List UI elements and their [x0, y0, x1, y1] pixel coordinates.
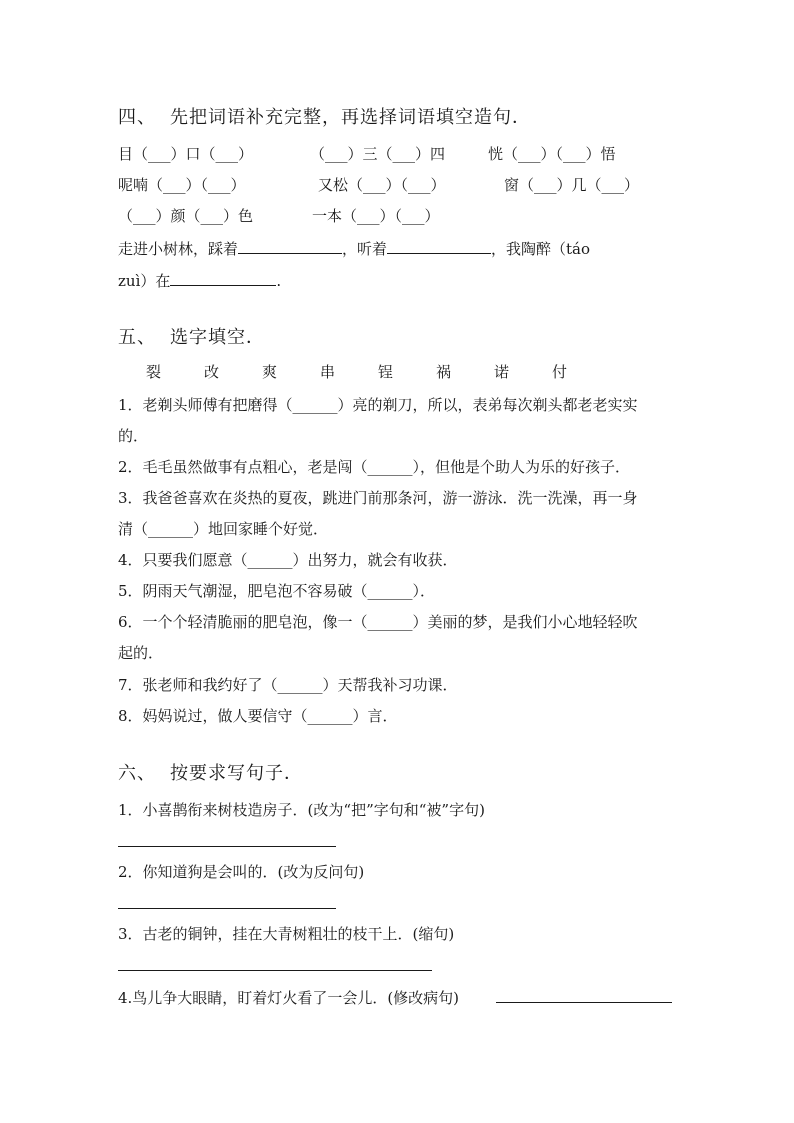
- sentence-text: zuì）在: [118, 272, 171, 290]
- question-line: 6．一个个轻清脆丽的肥皂泡，像一（______）美丽的梦，是我们小心地轻轻吹: [118, 613, 638, 631]
- sentence-text: .: [276, 272, 282, 290]
- word-blank: （___）颜（___）色: [118, 207, 254, 225]
- char-option: 改: [204, 363, 220, 381]
- answer-line[interactable]: [118, 908, 336, 909]
- char-option: 诺: [494, 363, 510, 381]
- question-line: [118, 988, 459, 1008]
- char-option: 锃: [378, 363, 394, 381]
- question-line: 3．我爸爸喜欢在炎热的夏夜，跳进门前那条河，游一游泳．洗一洗澡，再一身: [118, 489, 638, 507]
- question-line: 3．古老的铜钟，挂在大青树粗壮的枝干上．(缩句): [118, 925, 455, 943]
- sentence-line-2: [118, 270, 281, 291]
- question-line: 5．阴雨天气潮湿，肥皂泡不容易破（______）．: [118, 582, 436, 600]
- section6-number: 六、: [118, 763, 156, 784]
- answer-line[interactable]: [118, 970, 432, 971]
- char-option: 裂: [146, 363, 162, 381]
- section6-title: 按要求写句子．: [170, 763, 303, 784]
- question-line: 4．只要我们愿意（______）出努力，就会有收获．: [118, 551, 458, 569]
- section4-title: 先把词语补充完整，再选择词语填空造句．: [170, 107, 531, 128]
- question-line: 1．小喜鹊衔来树枝造房子．(改为“把”字句和“被”字句): [118, 801, 485, 819]
- char-option: 付: [552, 363, 568, 381]
- section5-heading: [118, 326, 265, 350]
- sentence-text: 走进小树林，踩着: [118, 240, 239, 258]
- char-option: 串: [320, 363, 336, 381]
- sentence-line-1: [118, 238, 590, 259]
- word-blank: 又松（___）（___）: [318, 176, 446, 194]
- section4-heading: [118, 106, 531, 130]
- word-blank: 窗（___）几（___）: [504, 176, 640, 194]
- character-options: [146, 362, 610, 382]
- word-blank: 目（___）口（___）: [118, 145, 254, 163]
- char-option: 爽: [262, 363, 278, 381]
- answer-blank[interactable]: [170, 270, 276, 286]
- sentence-text: ，我陶醉（táo: [491, 240, 591, 258]
- section5-number: 五、: [118, 327, 156, 348]
- answer-line[interactable]: [118, 846, 336, 847]
- question-line: 7．张老师和我约好了（______）天帮我补习功课．: [118, 676, 458, 694]
- char-option: 祸: [436, 363, 452, 381]
- answer-blank[interactable]: [238, 238, 342, 254]
- answer-blank[interactable]: [387, 238, 491, 254]
- question-line: 2．毛毛虽然做事有点粗心，老是闯（______），但他是个助人为乐的好孩子．: [118, 458, 631, 476]
- question-line: 起的．: [118, 644, 164, 662]
- word-blank: （___）三（___）四: [310, 145, 446, 163]
- word-blank: 恍（___）（___）悟: [488, 145, 616, 163]
- question-line: 8．妈妈说过，做人要信守（______）言．: [118, 707, 398, 725]
- word-blank: 一本（___）（___）: [312, 207, 440, 225]
- question-line: 2．你知道狗是会叫的．(改为反问句): [118, 863, 365, 881]
- section6-heading: [118, 762, 303, 786]
- question-line: 的．: [118, 427, 149, 445]
- question-line: 1．老剃头师傅有把磨得（______）亮的剃刀，所以，表弟每次剃头都老老实实: [118, 396, 638, 414]
- section5-title: 选字填空．: [170, 327, 265, 348]
- word-blank: 呢喃（___）（___）: [118, 176, 246, 194]
- question-text: 4.鸟儿争大眼睛，盯着灯火看了一会儿．(修改病句): [118, 989, 460, 1007]
- answer-line[interactable]: [496, 1002, 672, 1003]
- question-line: 清（______）地回家睡个好觉．: [118, 520, 329, 538]
- sentence-text: ，听着: [342, 240, 388, 258]
- section4-number: 四、: [118, 107, 156, 128]
